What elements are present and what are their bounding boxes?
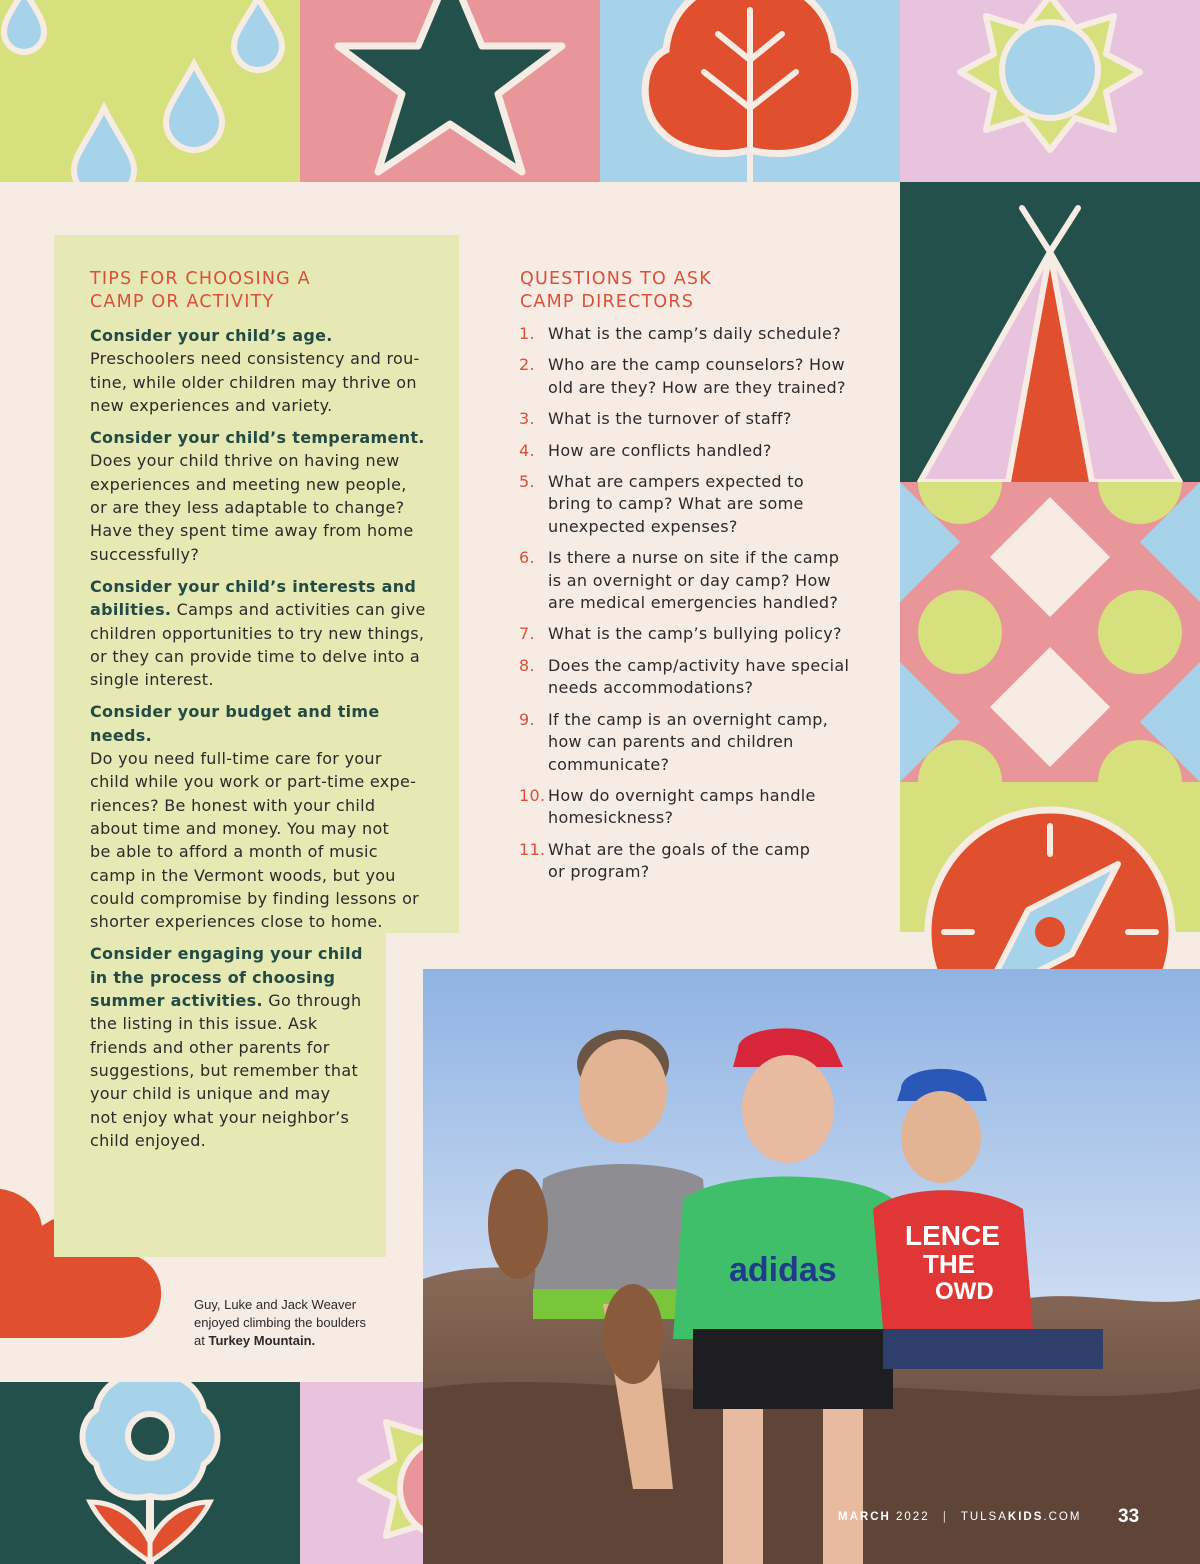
shirt-text-1: LENCE <box>905 1220 1000 1251</box>
tree-icon <box>600 0 900 182</box>
flower-tile <box>0 1382 300 1564</box>
question-item: 6. Is there a nurse on site if the camp is an overnight or day camp? How are medical emergencies handled? <box>519 548 840 613</box>
diamond-pattern-tile <box>900 482 1200 782</box>
sun-tile <box>900 0 1200 182</box>
questions-heading: QUESTIONS TO ASK CAMP DIRECTORS <box>520 269 712 312</box>
question-item: 3. What is the turnover of staff? <box>519 409 792 429</box>
footer-year: 2022 <box>896 1511 930 1523</box>
tent-tile <box>900 182 1200 482</box>
photo-caption: Guy, Luke and Jack Weaver enjoyed climbing the boulders at Turkey Mountain. <box>194 1297 366 1348</box>
footer-month: MARCH <box>838 1511 891 1523</box>
tent-icon <box>900 182 1200 482</box>
question-item: 4. How are conflicts handled? <box>519 440 772 460</box>
question-item: 11. What are the goals of the camp or program? <box>519 839 811 882</box>
question-item: 7. What is the camp’s bullying policy? <box>519 624 842 644</box>
tip-temperament: Consider your child’s temperament. Does your child thrive on having new experiences and meeting new people, or are they less adaptable to change? Have they spent time away from home successfully? <box>90 428 425 564</box>
tips-section <box>90 268 450 1161</box>
question-item: 2. Who are the camp counselors? How old are they? How are they trained? <box>519 355 846 397</box>
shirt-text-adidas: adidas <box>729 1251 837 1289</box>
page-footer <box>838 1511 1081 1523</box>
tip-budget: Consider your budget and time needs. Do you need full-time care for your child while you work or part-time expe- riences? Be honest with your child about time and money. You may not be able to afford a month of music camp in the Vermont woods, but you could compromise by finding lessons or shorter experiences close to home. <box>90 702 420 932</box>
shirt-text-2: THE <box>923 1249 975 1279</box>
footer-site-bold: KIDS <box>1007 1511 1044 1523</box>
questions-list <box>519 323 859 893</box>
footer-site-suffix: .COM <box>1043 1511 1082 1523</box>
footer-site-prefix: TULSA <box>960 1511 1008 1523</box>
tip-age: Consider your child’s age. Preschoolers need consistency and rou- tine, while older children may thrive on new experiences and variety. <box>90 326 420 415</box>
shirt-text-3: OWD <box>935 1278 994 1305</box>
raindrops-tile <box>0 0 300 182</box>
tip-interests: Consider your child’s interests and abilities. Camps and activities can give children opportunities to try new things, or they can provide time to delve into a single interest. <box>90 576 426 690</box>
tips-heading: TIPS FOR CHOOSING A CAMP OR ACTIVITY <box>90 269 311 312</box>
star-icon <box>300 0 600 182</box>
tree-tile <box>600 0 900 182</box>
question-item: 10. How do overnight camps handle homesickness? <box>519 785 816 828</box>
question-item: 8. Does the camp/activity have special needs accommodations? <box>519 655 850 698</box>
question-item: 9. If the camp is an overnight camp, how can parents and children communicate? <box>519 709 829 774</box>
page-number: 33 <box>1118 1506 1140 1527</box>
tip-engaging: Consider engaging your child in the process of choosing summer activities. Go through the listing in this issue. Ask friends and other parents for suggestions, but remember that your child is unique and may not enjoy what your neighbor’s child enjoyed. <box>90 944 363 1150</box>
star-tile <box>300 0 600 182</box>
question-item: 1. What is the camp’s daily schedule? <box>519 324 841 343</box>
raindrops-icon <box>0 0 300 182</box>
camp-photo <box>423 969 1200 1564</box>
footer-separator: | <box>942 1511 948 1523</box>
flower-icon <box>0 1382 300 1564</box>
diamond-pattern-icon <box>900 482 1200 782</box>
sun-icon <box>900 0 1200 182</box>
question-item: 5. What are campers expected to bring to camp? What are some unexpected expenses? <box>519 472 804 536</box>
